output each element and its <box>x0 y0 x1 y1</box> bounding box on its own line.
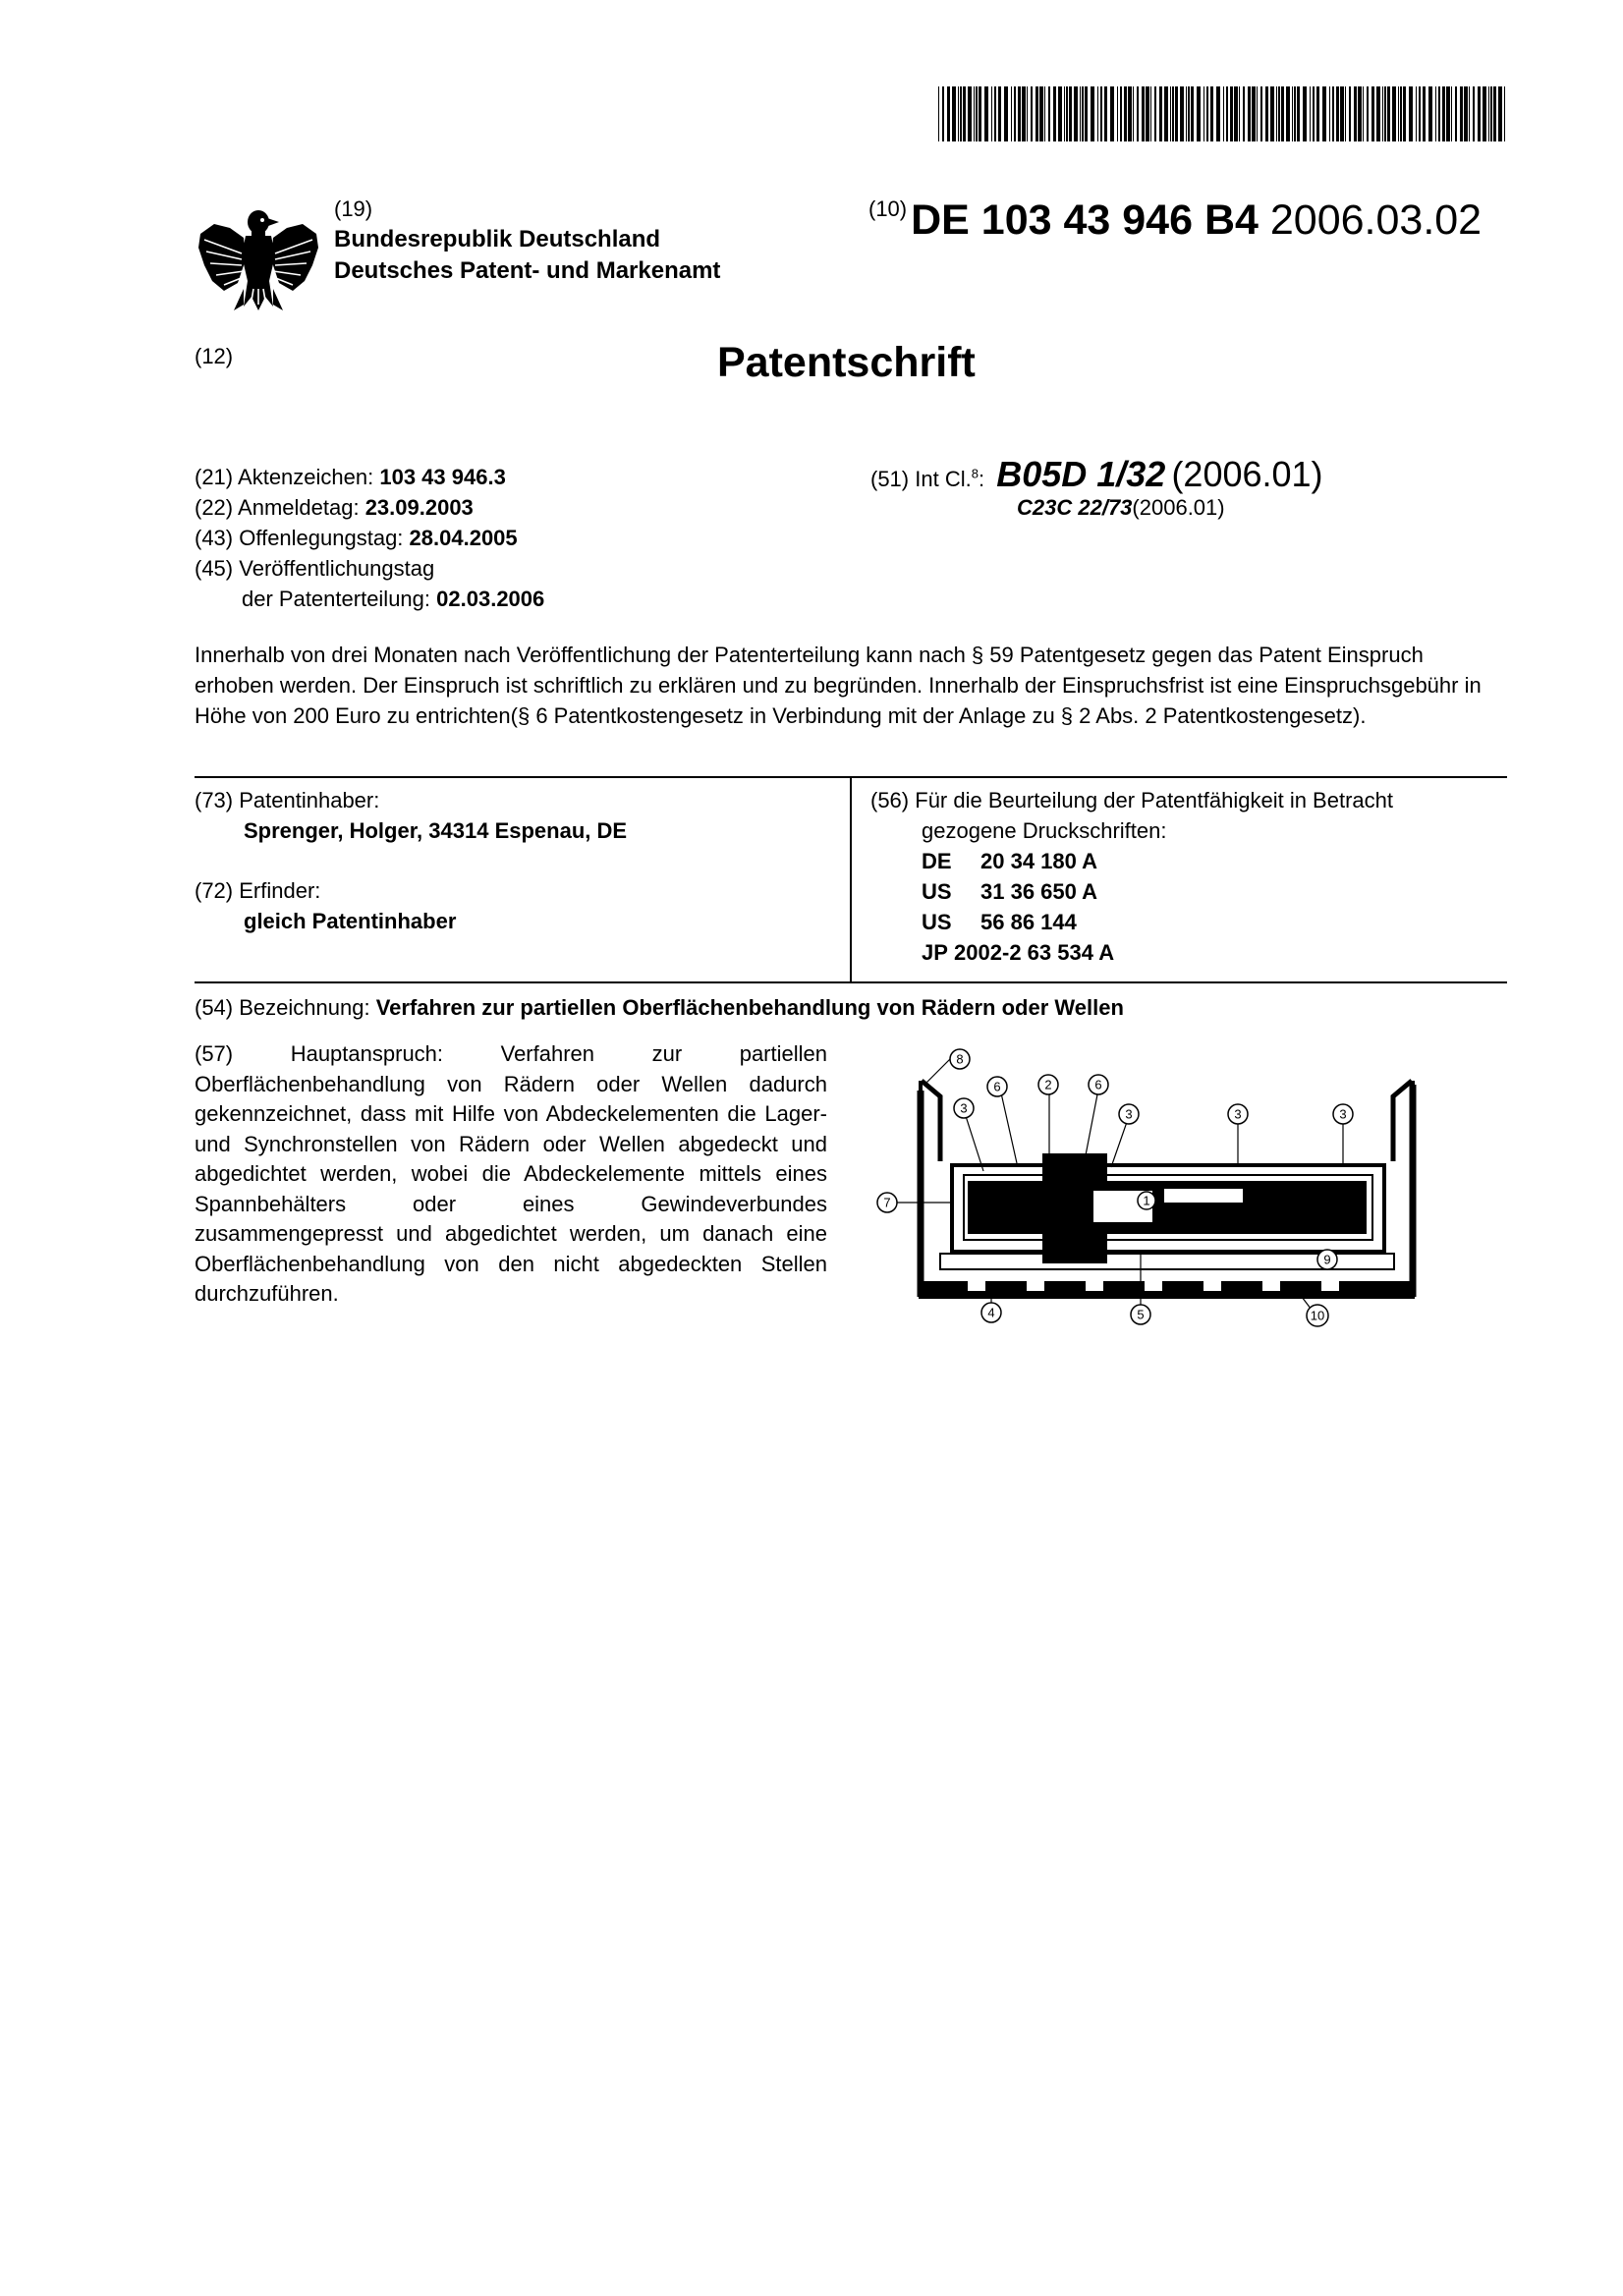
barcode-bar <box>1488 86 1489 141</box>
barcode-bar <box>984 86 988 141</box>
barcode-bar <box>1392 86 1396 141</box>
barcode-bar <box>1035 86 1038 141</box>
callout-3-c <box>1228 1104 1248 1124</box>
barcode-bar <box>952 86 956 141</box>
svg-text:5: 5 <box>1137 1307 1145 1322</box>
barcode-bar <box>1048 86 1050 141</box>
barcode-bar <box>1159 86 1162 141</box>
document-type: Patentschrift <box>717 339 976 386</box>
barcode-bar <box>1230 86 1233 141</box>
svg-text:9: 9 <box>1323 1252 1331 1267</box>
barcode-bar <box>1186 86 1187 141</box>
svg-text:3: 3 <box>1339 1106 1347 1122</box>
svg-text:6: 6 <box>1094 1077 1102 1092</box>
barcode-bar <box>1180 86 1184 141</box>
barcode-bar <box>1128 86 1132 141</box>
barcode-bar <box>1270 86 1274 141</box>
grant-date: 02.03.2006 <box>436 587 545 611</box>
callout-4 <box>981 1303 1001 1322</box>
barcode-bar <box>1371 86 1374 141</box>
ipc-secondary-classification <box>1017 495 1225 521</box>
barcode-bar <box>1322 86 1326 141</box>
barcode-bar <box>1316 86 1319 141</box>
barcode-bar <box>974 86 975 141</box>
barcode-bar <box>1170 86 1171 141</box>
barcode-bar <box>1265 86 1268 141</box>
barcode-bar <box>947 86 950 141</box>
barcode-bar <box>1248 86 1251 141</box>
divider-vertical <box>850 776 852 982</box>
document-number-value: DE 103 43 946 B4 <box>911 196 1259 244</box>
callout-3-b <box>1119 1104 1139 1124</box>
barcode-bar <box>1031 86 1033 141</box>
barcode-bar <box>1332 86 1334 141</box>
svg-text:3: 3 <box>960 1100 968 1116</box>
barcode-bar <box>998 86 1001 141</box>
barcode-bar <box>1188 86 1190 141</box>
invention-title: (54) Bezeichnung: Verfahren zur partiellen Oberflächenbehandlung von Rädern oder Wellen <box>195 995 1124 1020</box>
barcode-bar <box>938 86 939 141</box>
barcode-bar <box>1493 86 1496 141</box>
barcode-bar <box>1120 86 1122 141</box>
barcode-bar <box>1104 86 1107 141</box>
barcode-bar <box>1191 86 1194 141</box>
barcode-bar <box>1091 86 1094 141</box>
barcode-bar <box>1455 86 1457 141</box>
barcode-bar <box>1226 86 1228 141</box>
cited-documents: (56) Für die Beurteilung der Patentfähigkeit in Betracht gezogene Druckschriften: DE 20 34 180 A US 31 36 650 A US 56 86 144 JP 2002-2 63 534 A <box>870 785 1393 968</box>
barcode-bar <box>1398 86 1399 141</box>
callout-10 <box>1307 1305 1328 1326</box>
barcode-bar <box>1281 86 1284 141</box>
barcode-bar <box>1175 86 1178 141</box>
barcode-bar <box>1110 86 1114 141</box>
ipc-main-version: (2006.01) <box>1171 454 1323 494</box>
svg-text:10: 10 <box>1310 1308 1325 1323</box>
barcode-bar <box>1216 86 1220 141</box>
barcode-bar <box>1203 86 1204 141</box>
barcode-bar <box>1423 86 1426 141</box>
callout-7 <box>877 1193 897 1212</box>
barcode-bar <box>991 86 992 141</box>
barcode-bar <box>1137 86 1139 141</box>
citation-row: US 56 86 144 <box>922 910 1077 934</box>
barcode-bar <box>1172 86 1174 141</box>
barcode-bar <box>1382 86 1383 141</box>
barcode-bar <box>1004 86 1008 141</box>
barcode-bar <box>979 86 981 141</box>
inventor-value: gleich Patentinhaber <box>244 909 457 933</box>
barcode-bar <box>1011 86 1012 141</box>
opposition-notice: Innerhalb von drei Monaten nach Veröffentlichung der Patenterteilung kann nach § 59 Patentgesetz gegen das Patent Einspruch erhoben werden. Der Einspruch ist schriftlich zu erklären und zu begründen. Innerhalb der Einspruchsfrist ist eine Einspruchsgebühr in Höhe von 200 Euro zu entrichten(§ 6 Patentkostengesetz in Verbindung mit der Anlage zu § 2 Abs. 2 Patentkostengesetz). <box>195 643 1482 728</box>
barcode-bar <box>1154 86 1156 141</box>
barcode-bar <box>1442 86 1445 141</box>
barcode-bar <box>1310 86 1311 141</box>
barcode-bar <box>1409 86 1413 141</box>
application-number-line: (21) Aktenzeichen: 103 43 946.3 <box>195 465 506 489</box>
barcode-bar <box>1069 86 1072 141</box>
callout-6-left <box>987 1077 1007 1096</box>
barcode-bar <box>1082 86 1084 141</box>
svg-text:1: 1 <box>1143 1193 1150 1208</box>
barcode-bar <box>1313 86 1315 141</box>
patent-holder: (73) Patentinhaber: Sprenger, Holger, 34314 Espenau, DE <box>195 785 627 846</box>
federal-eagle-emblem <box>195 195 322 322</box>
barcode-bar <box>1446 86 1450 141</box>
barcode-bar <box>1085 86 1088 141</box>
barcode-bar <box>1478 86 1481 141</box>
barcode-bar <box>1257 86 1258 141</box>
barcode-bar <box>1363 86 1364 141</box>
barcode-bar <box>1483 86 1486 141</box>
barcode-bar <box>1044 86 1045 141</box>
document-type-code: (12) <box>195 344 234 368</box>
barcode-bar <box>1384 86 1386 141</box>
barcode-bar <box>1146 86 1149 141</box>
patent-drawing: 1 8 6 2 6 3 3 3 3 1 7 9 4 5 10 <box>869 1045 1420 1330</box>
ipc-classification: (51) Int Cl.$^8$: B05D 1/32 (2006.01) <box>870 454 1323 494</box>
barcode-bar <box>1027 86 1028 141</box>
barcode-bar <box>1074 86 1078 141</box>
ipc-main-class: B05D 1/32 <box>996 454 1166 494</box>
citation-row: JP 2002-2 63 534 A <box>922 940 1115 965</box>
barcode-bar <box>1133 86 1134 141</box>
grant-date-line: (45) Veröffentlichungstag <box>195 556 435 581</box>
barcode-bar <box>1460 86 1463 141</box>
publication-date: 28.04.2005 <box>409 526 518 550</box>
barcode-bar <box>1349 86 1351 141</box>
filing-date-line: (22) Anmeldetag: 23.09.2003 <box>195 495 474 520</box>
country-name: Bundesrepublik Deutschland <box>334 226 661 252</box>
barcode-bar <box>1358 86 1362 141</box>
barcode-bar <box>1292 86 1293 141</box>
svg-text:4: 4 <box>987 1305 995 1320</box>
barcode-bar <box>1234 86 1238 141</box>
barcode-bar <box>1239 86 1240 141</box>
barcode-bar <box>1150 86 1151 141</box>
invention-title-value: Verfahren zur partiellen Oberflächenbehandlung von Rädern oder Wellen <box>375 995 1124 1020</box>
barcode-bar <box>1416 86 1417 141</box>
barcode-bar <box>1100 86 1102 141</box>
barcode-bar <box>1252 86 1256 141</box>
barcode-bar <box>1210 86 1213 141</box>
callout-6-right <box>1089 1075 1108 1094</box>
barcode-bar <box>1164 86 1168 141</box>
callout-8 <box>950 1049 970 1069</box>
grant-date-line-2: der Patenterteilung: 02.03.2006 <box>242 587 545 611</box>
barcode-bar <box>1276 86 1277 141</box>
barcode-bar <box>1340 86 1344 141</box>
barcode-bar <box>1303 86 1307 141</box>
svg-text:2: 2 <box>1044 1077 1052 1092</box>
barcode-bar <box>1053 86 1056 141</box>
barcode-bar <box>1039 86 1043 141</box>
svg-text:7: 7 <box>883 1195 891 1210</box>
callout-3-a <box>954 1098 974 1118</box>
barcode-bar <box>1329 86 1330 141</box>
callout-3-d <box>1333 1104 1353 1124</box>
barcode-bar <box>1400 86 1402 141</box>
barcode-bar <box>963 86 966 141</box>
barcode-bar <box>1387 86 1390 141</box>
barcode-bar <box>976 86 978 141</box>
application-number: 103 43 946.3 <box>379 465 506 489</box>
barcode-bar <box>1297 86 1300 141</box>
barcode-bar <box>1097 86 1098 141</box>
callout-2 <box>1038 1075 1058 1094</box>
barcode-bar <box>994 86 996 141</box>
patent-holder-value: Sprenger, Holger, 34314 Espenau, DE <box>244 818 628 843</box>
inventor: (72) Erfinder: gleich Patentinhaber <box>195 875 456 936</box>
barcode-bar <box>1490 86 1492 141</box>
barcode-bar <box>1367 86 1369 141</box>
main-claim: (57) Hauptanspruch: Verfahren zur partiellen Oberflächenbehandlung von Rädern oder Wellen dadurch gekennzeichnet, dass mit Hilfe von Abdeckelementen die Lager- und Synchronstellen von Rädern oder Wellen abgedeckt und abgedichtet werden, wobei die Abdeckelemente mittels eines Spannbehälters oder eines Gewindeverbundes zusammengepresst und abgedichtet werden, um danach eine Oberflächenbehandlung von den nicht abgedeckten Stellen durchzuführen. <box>195 1041 827 1306</box>
barcode-bar <box>1064 86 1065 141</box>
barcode-bar <box>1451 86 1452 141</box>
filing-date: 23.09.2003 <box>364 495 474 520</box>
barcode-bar <box>1278 86 1280 141</box>
barcode-bar <box>1018 86 1021 141</box>
barcode-bar <box>1197 86 1201 141</box>
barcode-bar <box>1260 86 1262 141</box>
document-number <box>868 196 1482 245</box>
country-code: (19) <box>334 196 373 221</box>
barcode-bar <box>1345 86 1346 141</box>
document-number-code: (10) <box>868 196 908 221</box>
barcode-bar <box>1022 86 1026 141</box>
barcode-bar <box>1336 86 1339 141</box>
callout-9 <box>1317 1250 1337 1269</box>
barcode-bar <box>1223 86 1224 141</box>
svg-text:6: 6 <box>993 1079 1001 1094</box>
main-claim-text: Verfahren zur partiellen Oberflächenbehandlung von Rädern oder Wellen dadurch gekennzeichnet, dass mit Hilfe von Abdeckelementen die Lager- und Synchronstellen von Rädern oder Wellen abgedeckt und abgedichtet werden, wobei die Abdeckelemente mittels eines Spannbehälters oder eines Gewindeverbundes zusammengepresst und abgedichtet werden, um danach eine Oberflächenbehandlung von den nicht abgedeckten Stellen durchzuführen. <box>195 1041 827 1306</box>
divider-bottom <box>195 981 1507 983</box>
document-date: 2006.03.02 <box>1269 196 1483 244</box>
barcode-bar <box>968 86 972 141</box>
publication-date-line: (43) Offenlegungstag: 28.04.2005 <box>195 526 518 550</box>
ipc-secondary-version: (2006.01) <box>1132 495 1225 520</box>
barcode-bar <box>1419 86 1421 141</box>
svg-text:8: 8 <box>956 1051 964 1067</box>
barcode-bar <box>1376 86 1380 141</box>
barcode-bar <box>1504 86 1505 141</box>
barcode-bar <box>1428 86 1432 141</box>
barcode-bar <box>1142 86 1145 141</box>
barcode-bar <box>1206 86 1208 141</box>
barcode-bar <box>1294 86 1296 141</box>
svg-text:3: 3 <box>1234 1106 1242 1122</box>
barcode-bar <box>1058 86 1062 141</box>
callout-5 <box>1131 1305 1150 1324</box>
barcode-bar <box>1438 86 1440 141</box>
barcode-bar <box>1469 86 1470 141</box>
barcode-bar <box>1354 86 1357 141</box>
barcode-bar <box>1403 86 1406 141</box>
office-name: Deutsches Patent- und Markenamt <box>334 257 721 284</box>
barcode <box>938 86 1506 141</box>
barcode-bar <box>1066 86 1068 141</box>
barcode-bar <box>1473 86 1475 141</box>
barcode-bar <box>1286 86 1290 141</box>
barcode-bar <box>1243 86 1245 141</box>
barcode-bar <box>1464 86 1468 141</box>
svg-text:3: 3 <box>1125 1106 1133 1122</box>
barcode-bar <box>1014 86 1016 141</box>
ipc-secondary-class: C23C 22/73 <box>1017 495 1133 520</box>
barcode-bar <box>960 86 962 141</box>
citation-row: US 31 36 650 A <box>922 879 1098 904</box>
barcode-bar <box>1124 86 1127 141</box>
barcode-bar <box>1117 86 1118 141</box>
barcode-bar <box>958 86 959 141</box>
barcode-bar <box>1435 86 1436 141</box>
barcode-bar <box>942 86 944 141</box>
barcode-bar <box>1498 86 1502 141</box>
citation-row: DE 20 34 180 A <box>922 849 1098 873</box>
barcode-bar <box>1080 86 1081 141</box>
